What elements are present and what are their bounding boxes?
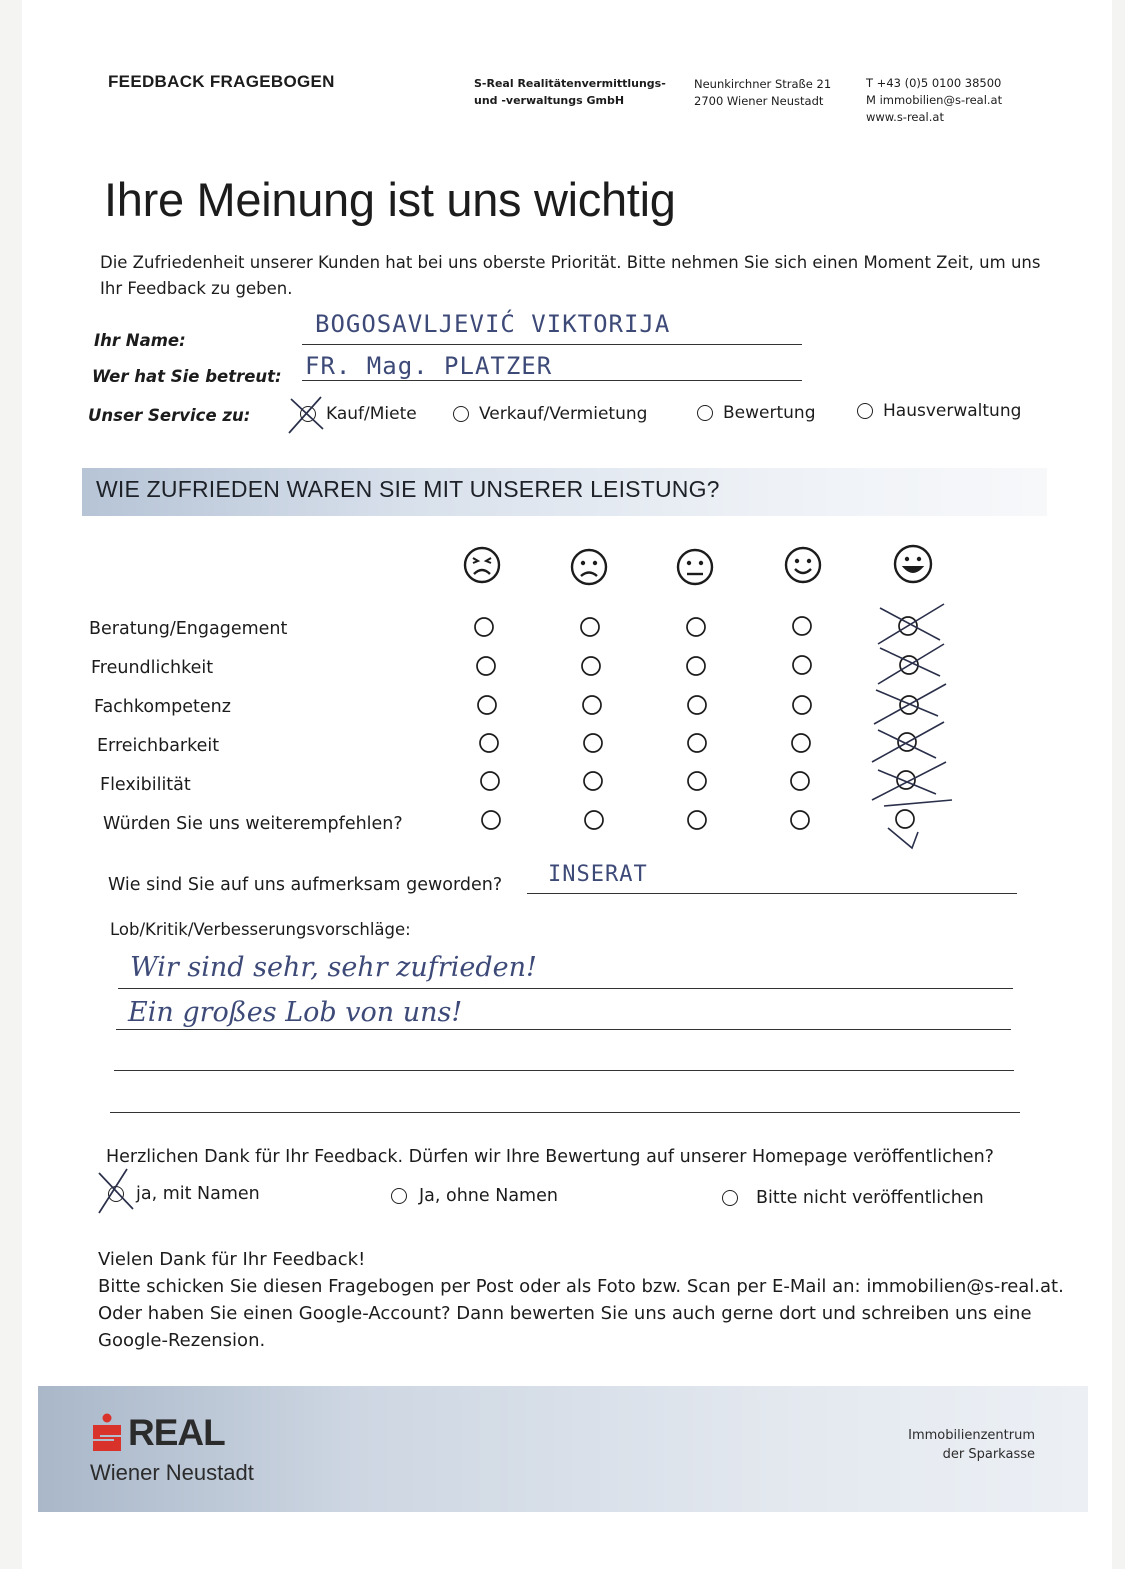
- advisor-label: Wer hat Sie betreut:: [92, 367, 282, 386]
- contact-phone: T +43 (0)5 0100 38500: [866, 76, 1002, 90]
- unhappy-face-icon: [570, 548, 608, 586]
- closing-line-1: Vielen Dank für Ihr Feedback!: [98, 1249, 366, 1270]
- comment-line-2: [116, 1029, 1011, 1030]
- rating-label-freundlichkeit: Freundlichkeit: [91, 658, 214, 678]
- radio-button[interactable]: [857, 403, 873, 419]
- rating-label-weiterempfehlen: Würden Sie uns weiterempfehlen?: [103, 814, 403, 834]
- comment-line-1: [118, 988, 1013, 989]
- closing-line-3: Oder haben Sie einen Google-Account? Dann bewerten Sie uns auch gerne dort und schreiben uns eine: [98, 1303, 1032, 1324]
- service-option-verkauf-vermietung[interactable]: [453, 404, 647, 424]
- brand-location: Wiener Neustadt: [90, 1460, 254, 1485]
- form-title: FEEDBACK FRAGEBOGEN: [108, 72, 335, 91]
- page-title: Ihre Meinung ist uns wichtig: [104, 173, 676, 226]
- publish-option-label: Bitte nicht veröffentlichen: [756, 1188, 984, 1208]
- company-name: [474, 75, 666, 109]
- advisor-field-value[interactable]: FR. Mag. PLATZER: [305, 352, 553, 380]
- address-line-2: 2700 Wiener Neustadt: [694, 94, 824, 108]
- service-option-hausverwaltung[interactable]: [857, 401, 1021, 421]
- comment-text-2[interactable]: Ein großes Lob von uns!: [128, 997, 463, 1028]
- contact-email: M immobilien@s-real.at: [866, 93, 1003, 107]
- publish-question: Herzlichen Dank für Ihr Feedback. Dürfen wir Ihre Bewertung auf unserer Homepage veröffentlichen?: [106, 1147, 994, 1167]
- checkbox-checked[interactable]: [108, 1186, 124, 1202]
- address-line-1: Neunkirchner Straße 21: [694, 77, 832, 91]
- company-line-1: S-Real Realitätenvermittlungs-: [474, 77, 666, 90]
- very-unhappy-face-icon: [463, 546, 501, 584]
- closing-text: [98, 1246, 1088, 1354]
- name-field-line: [302, 344, 802, 345]
- neutral-face-icon: [676, 548, 714, 586]
- sparkasse-s-logo-icon: [90, 1413, 124, 1453]
- service-option-label: Verkauf/Vermietung: [479, 404, 648, 424]
- tagline-line-1: Immobilienzentrum: [908, 1428, 1035, 1443]
- radio-button[interactable]: [453, 406, 469, 422]
- closing-line-2: Bitte schicken Sie diesen Fragebogen per Post oder als Foto bzw. Scan per E-Mail an: immobilien@s-real.at.: [98, 1276, 1064, 1297]
- company-line-2: und -verwaltungs GmbH: [474, 94, 625, 107]
- happy-face-icon: [784, 546, 822, 584]
- comments-label: Lob/Kritik/Verbesserungsvorschläge:: [110, 920, 411, 939]
- publish-option-label: Ja, ohne Namen: [419, 1186, 558, 1206]
- very-happy-face-icon: [893, 544, 933, 584]
- name-field-value[interactable]: BOGOSAVLJEVIĆ VIKTORIJA: [315, 310, 671, 338]
- brand-name: REAL: [128, 1412, 225, 1453]
- radio-button[interactable]: [722, 1190, 738, 1206]
- service-option-label: Kauf/Miete: [326, 404, 417, 424]
- radio-button[interactable]: [697, 405, 713, 421]
- rating-label-beratung: Beratung/Engagement: [89, 619, 288, 639]
- footer-tagline: [908, 1426, 1035, 1464]
- radio-button[interactable]: [391, 1188, 407, 1204]
- brand-logo: [90, 1412, 225, 1454]
- name-label: Ihr Name:: [94, 331, 186, 350]
- publish-option-do-not-publish[interactable]: [722, 1188, 984, 1208]
- advisor-field-line: [302, 380, 802, 381]
- rating-label-fachkompetenz: Fachkompetenz: [94, 697, 231, 717]
- cross-mark-icon: [93, 1167, 137, 1217]
- tagline-line-2: der Sparkasse: [942, 1447, 1035, 1462]
- service-option-bewertung[interactable]: [697, 403, 815, 423]
- company-address: [694, 76, 831, 110]
- comment-text-1[interactable]: Wir sind sehr, sehr zufrieden!: [130, 952, 537, 983]
- closing-line-4: Google-Rezension.: [98, 1330, 266, 1351]
- contact-web: www.s-real.at: [866, 110, 944, 124]
- source-field-value[interactable]: INSERAT: [548, 862, 648, 887]
- intro-text: Die Zufriedenheit unserer Kunden hat bei uns oberste Priorität. Bitte nehmen Sie sich einen Moment Zeit, um uns Ihr Feedback zu geben.: [100, 253, 1041, 298]
- comment-line-3: [114, 1070, 1014, 1071]
- service-option-kauf-miete[interactable]: [300, 404, 417, 424]
- service-option-label: Bewertung: [723, 403, 816, 423]
- section-title: WIE ZUFRIEDEN WAREN SIE MIT UNSERER LEISTUNG?: [96, 476, 720, 502]
- service-option-label: Hausverwaltung: [883, 401, 1022, 421]
- company-contact: [866, 75, 1002, 126]
- service-label: Unser Service zu:: [88, 406, 251, 425]
- source-field-line: [527, 893, 1017, 894]
- checkbox-checked[interactable]: [300, 406, 316, 422]
- publish-option-without-name[interactable]: [391, 1186, 558, 1206]
- source-label: Wie sind Sie auf uns aufmerksam geworden?: [108, 875, 503, 895]
- comment-line-4: [110, 1112, 1020, 1113]
- cross-mark-icon: [285, 393, 329, 437]
- rating-label-flexibilitaet: Flexibilität: [100, 775, 191, 795]
- rating-label-erreichbarkeit: Erreichbarkeit: [97, 736, 220, 756]
- publish-option-label: ja, mit Namen: [136, 1184, 260, 1204]
- publish-option-with-name[interactable]: [108, 1184, 260, 1204]
